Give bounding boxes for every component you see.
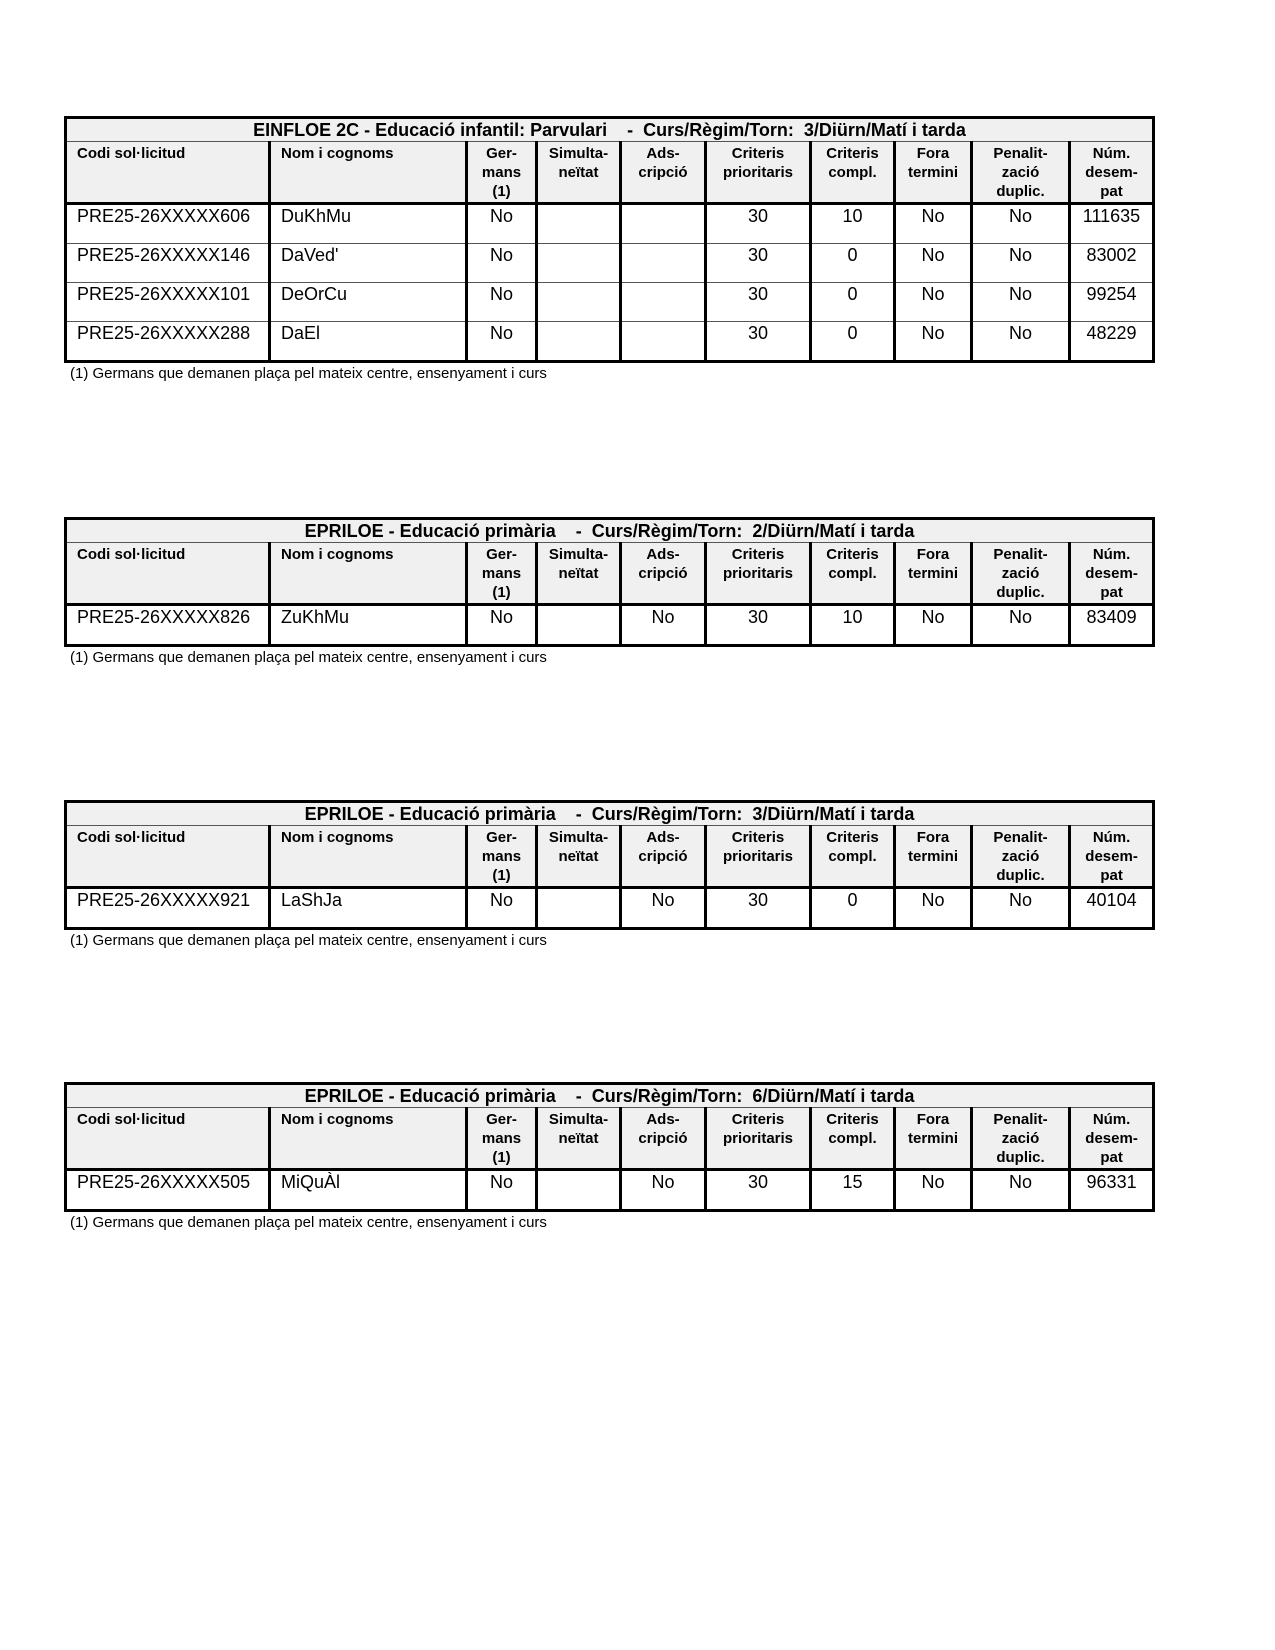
cell-complementary-criteria: 10	[811, 605, 895, 646]
column-header-tiebreak-number: Núm. desem- pat	[1070, 543, 1154, 605]
column-header-simultaneity: Simulta- neïtat	[537, 826, 621, 888]
column-header-name: Nom i cognoms	[270, 1108, 467, 1170]
column-header-late: Fora termini	[895, 543, 972, 605]
cell-simultaneity	[537, 204, 621, 244]
cell-siblings: No	[467, 204, 537, 244]
results-table	[64, 517, 1155, 647]
cell-late: No	[895, 204, 972, 244]
cell-complementary-criteria: 0	[811, 322, 895, 362]
column-header-tiebreak-number: Núm. desem- pat	[1070, 826, 1154, 888]
cell-siblings: No	[467, 1170, 537, 1211]
cell-siblings: No	[467, 888, 537, 929]
column-header-complementary-criteria: Criteris compl.	[811, 543, 895, 605]
column-header-complementary-criteria: Criteris compl.	[811, 142, 895, 204]
column-header-duplicate-penalty: Penalit- zació duplic.	[972, 543, 1070, 605]
table-row	[66, 605, 1154, 646]
cell-name: ZuKhMu	[270, 605, 467, 646]
cell-duplicate-penalty: No	[972, 1170, 1070, 1211]
cell-duplicate-penalty: No	[972, 204, 1070, 244]
cell-duplicate-penalty: No	[972, 888, 1070, 929]
column-header-siblings: Ger- mans (1)	[467, 142, 537, 204]
column-header-priority-criteria: Criteris prioritaris	[706, 1108, 811, 1170]
cell-duplicate-penalty: No	[972, 322, 1070, 362]
cell-siblings: No	[467, 244, 537, 283]
cell-code: PRE25-26XXXXX505	[66, 1170, 270, 1211]
cell-name: DaVed'	[270, 244, 467, 283]
column-header-duplicate-penalty: Penalit- zació duplic.	[972, 1108, 1070, 1170]
admission-table	[64, 1082, 1152, 1231]
table-row	[66, 283, 1154, 322]
cell-code: PRE25-26XXXXX826	[66, 605, 270, 646]
cell-code: PRE25-26XXXXX921	[66, 888, 270, 929]
cell-adscription: No	[621, 888, 706, 929]
admission-table	[64, 800, 1152, 949]
results-table	[64, 800, 1155, 930]
results-table	[64, 116, 1155, 363]
column-header-simultaneity: Simulta- neïtat	[537, 1108, 621, 1170]
footnote: (1) Germans que demanen plaça pel mateix centre, ensenyament i curs	[70, 1214, 547, 1231]
cell-name: DuKhMu	[270, 204, 467, 244]
table-row	[66, 244, 1154, 283]
cell-adscription: No	[621, 1170, 706, 1211]
column-header-priority-criteria: Criteris prioritaris	[706, 543, 811, 605]
column-header-adscription: Ads- cripció	[621, 142, 706, 204]
column-header-adscription: Ads- cripció	[621, 543, 706, 605]
column-header-tiebreak-number: Núm. desem- pat	[1070, 142, 1154, 204]
cell-simultaneity	[537, 322, 621, 362]
cell-adscription: No	[621, 605, 706, 646]
cell-name: MiQuÀl	[270, 1170, 467, 1211]
column-header-siblings: Ger- mans (1)	[467, 543, 537, 605]
cell-simultaneity	[537, 1170, 621, 1211]
cell-late: No	[895, 283, 972, 322]
cell-priority-criteria: 30	[706, 1170, 811, 1211]
column-header-name: Nom i cognoms	[270, 142, 467, 204]
cell-late: No	[895, 244, 972, 283]
cell-tiebreak-number: 99254	[1070, 283, 1154, 322]
column-header-complementary-criteria: Criteris compl.	[811, 826, 895, 888]
column-header-code: Codi sol·licitud	[66, 142, 270, 204]
footnote: (1) Germans que demanen plaça pel mateix centre, ensenyament i curs	[70, 365, 547, 382]
cell-code: PRE25-26XXXXX288	[66, 322, 270, 362]
cell-code: PRE25-26XXXXX101	[66, 283, 270, 322]
column-header-adscription: Ads- cripció	[621, 826, 706, 888]
column-header-name: Nom i cognoms	[270, 543, 467, 605]
cell-siblings: No	[467, 605, 537, 646]
cell-siblings: No	[467, 322, 537, 362]
table-title: EPRILOE - Educació primària - Curs/Règim/Torn: 2/Diürn/Matí i tarda	[66, 519, 1154, 543]
cell-siblings: No	[467, 283, 537, 322]
footnote: (1) Germans que demanen plaça pel mateix centre, ensenyament i curs	[70, 932, 547, 949]
column-header-complementary-criteria: Criteris compl.	[811, 1108, 895, 1170]
admission-table	[64, 517, 1152, 666]
cell-late: No	[895, 322, 972, 362]
cell-name: DeOrCu	[270, 283, 467, 322]
cell-adscription	[621, 322, 706, 362]
column-header-code: Codi sol·licitud	[66, 543, 270, 605]
column-header-siblings: Ger- mans (1)	[467, 826, 537, 888]
cell-late: No	[895, 605, 972, 646]
cell-tiebreak-number: 96331	[1070, 1170, 1154, 1211]
column-header-late: Fora termini	[895, 826, 972, 888]
cell-adscription	[621, 283, 706, 322]
column-header-late: Fora termini	[895, 142, 972, 204]
table-title: EPRILOE - Educació primària - Curs/Règim/Torn: 6/Diürn/Matí i tarda	[66, 1084, 1154, 1108]
cell-priority-criteria: 30	[706, 888, 811, 929]
table-title: EPRILOE - Educació primària - Curs/Règim/Torn: 3/Diürn/Matí i tarda	[66, 802, 1154, 826]
cell-complementary-criteria: 0	[811, 244, 895, 283]
column-header-code: Codi sol·licitud	[66, 1108, 270, 1170]
table-row	[66, 888, 1154, 929]
cell-priority-criteria: 30	[706, 204, 811, 244]
cell-tiebreak-number: 111635	[1070, 204, 1154, 244]
cell-tiebreak-number: 83409	[1070, 605, 1154, 646]
cell-priority-criteria: 30	[706, 605, 811, 646]
column-header-name: Nom i cognoms	[270, 826, 467, 888]
cell-code: PRE25-26XXXXX146	[66, 244, 270, 283]
column-header-priority-criteria: Criteris prioritaris	[706, 142, 811, 204]
column-header-simultaneity: Simulta- neïtat	[537, 142, 621, 204]
cell-priority-criteria: 30	[706, 244, 811, 283]
column-header-duplicate-penalty: Penalit- zació duplic.	[972, 826, 1070, 888]
column-header-siblings: Ger- mans (1)	[467, 1108, 537, 1170]
column-header-simultaneity: Simulta- neïtat	[537, 543, 621, 605]
column-header-late: Fora termini	[895, 1108, 972, 1170]
cell-simultaneity	[537, 283, 621, 322]
cell-simultaneity	[537, 244, 621, 283]
table-row	[66, 322, 1154, 362]
table-row	[66, 204, 1154, 244]
cell-complementary-criteria: 0	[811, 283, 895, 322]
cell-simultaneity	[537, 605, 621, 646]
cell-adscription	[621, 244, 706, 283]
table-row	[66, 1170, 1154, 1211]
column-header-code: Codi sol·licitud	[66, 826, 270, 888]
column-header-priority-criteria: Criteris prioritaris	[706, 826, 811, 888]
column-header-duplicate-penalty: Penalit- zació duplic.	[972, 142, 1070, 204]
cell-simultaneity	[537, 888, 621, 929]
cell-late: No	[895, 888, 972, 929]
cell-duplicate-penalty: No	[972, 283, 1070, 322]
cell-priority-criteria: 30	[706, 283, 811, 322]
column-header-adscription: Ads- cripció	[621, 1108, 706, 1170]
cell-late: No	[895, 1170, 972, 1211]
admission-table	[64, 116, 1152, 382]
results-table	[64, 1082, 1155, 1212]
cell-complementary-criteria: 10	[811, 204, 895, 244]
cell-name: LaShJa	[270, 888, 467, 929]
cell-duplicate-penalty: No	[972, 244, 1070, 283]
cell-priority-criteria: 30	[706, 322, 811, 362]
cell-name: DaEl	[270, 322, 467, 362]
footnote: (1) Germans que demanen plaça pel mateix centre, ensenyament i curs	[70, 649, 547, 666]
table-title: EINFLOE 2C - Educació infantil: Parvulari - Curs/Règim/Torn: 3/Diürn/Matí i tarda	[66, 118, 1154, 142]
cell-tiebreak-number: 83002	[1070, 244, 1154, 283]
cell-duplicate-penalty: No	[972, 605, 1070, 646]
cell-tiebreak-number: 48229	[1070, 322, 1154, 362]
cell-tiebreak-number: 40104	[1070, 888, 1154, 929]
cell-complementary-criteria: 0	[811, 888, 895, 929]
cell-adscription	[621, 204, 706, 244]
column-header-tiebreak-number: Núm. desem- pat	[1070, 1108, 1154, 1170]
cell-code: PRE25-26XXXXX606	[66, 204, 270, 244]
cell-complementary-criteria: 15	[811, 1170, 895, 1211]
